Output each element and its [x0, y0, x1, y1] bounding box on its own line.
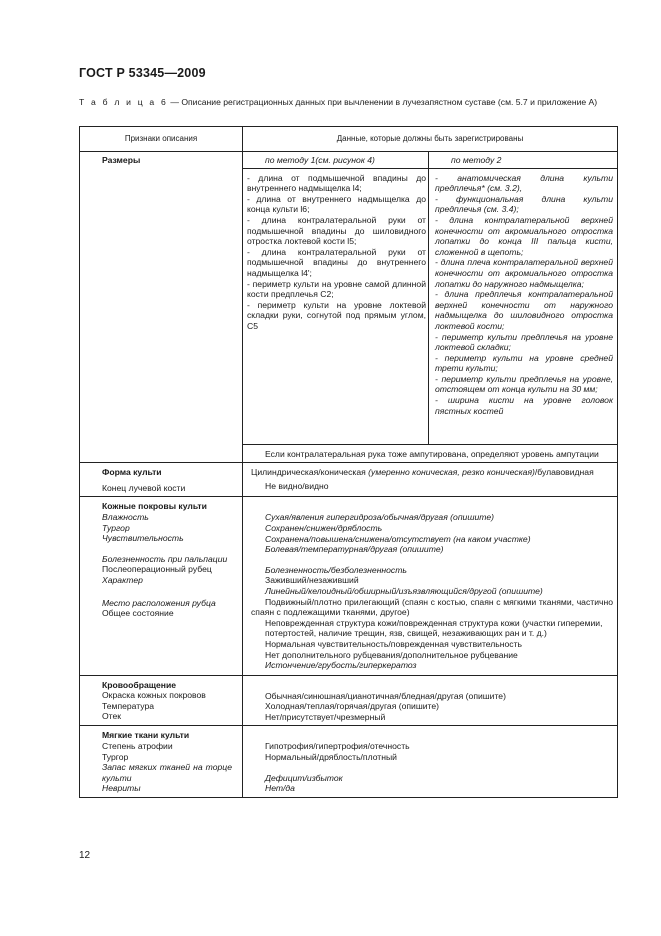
circulation-value: Нет/присутствует/чрезмерный	[265, 711, 386, 722]
circulation-values	[243, 675, 618, 726]
method2-item: - периметр культи предплечья на уровне локтевой складки;	[435, 331, 613, 353]
col1-header: Признаки описания	[80, 127, 243, 152]
method2-item: - анатомическая длина культи предплечья* (см. 3.2),	[435, 172, 613, 194]
skin-row	[80, 497, 618, 675]
soft-tissue-labels	[80, 726, 243, 798]
method1-item: - длина контралатеральной руки от подмышечной впадины до шиловидного отростка локтевой кости l5;	[247, 214, 426, 247]
soft-tissue-value: Дефицит/избыток	[265, 772, 343, 783]
skin-label: Влажность	[102, 511, 149, 522]
page-number: 12	[79, 850, 91, 861]
skin-labels	[80, 497, 243, 675]
table-caption	[79, 96, 619, 108]
skin-value: Заживший/незаживший	[265, 575, 359, 586]
skin-value: Болевая/температурная/другая (опишите)	[265, 544, 444, 555]
skin-value-text: Подвижный/плотно прилегающий (спаян с костью, спаян с мягкими тканями, частично спаян с подлежащими тканями, другое)	[251, 596, 613, 618]
sizes-title: Размеры	[80, 152, 243, 463]
bone-end-value: Не видно/видно	[265, 480, 329, 491]
method2-item: - длина плеча контралатеральной верхней конечности от акромиального отростка лопатки до наружного надмыщелка;	[435, 257, 613, 289]
skin-label: Послеоперационный рубец	[102, 564, 212, 575]
soft-tissue-title: Мягкие ткани культи	[102, 730, 190, 741]
skin-value: Линейный/келоидный/обширный/изъязвляющийся/другой (опишите)	[265, 585, 543, 596]
shape-values	[243, 463, 618, 497]
skin-title: Кожные покровы культи	[102, 501, 207, 512]
method1-item: - длина от внутреннего надмыщелка до конца культи l6;	[247, 193, 426, 215]
skin-values	[243, 497, 618, 675]
soft-tissue-value: Нет/да	[265, 783, 295, 794]
circulation-row	[80, 675, 618, 726]
method1-item: - длина контралатеральной руки от подмышечной впадины до внутреннего надмыщелка l4';	[247, 246, 426, 278]
skin-value: Нет дополнительного рубцевания/дополнительное рубцевание	[265, 649, 518, 660]
method1-item: - периметр культи на уровне локтевой складки руки, согнутой под прямым углом, C5	[247, 299, 426, 331]
soft-tissue-label: Запас мягких тканей на торце культи	[102, 762, 232, 783]
soft-tissue-values	[243, 726, 618, 798]
shape-row	[80, 463, 618, 497]
circulation-label: Температура	[102, 700, 155, 711]
shape-title: Форма культи	[102, 467, 162, 478]
document-header: ГОСТ Р 53345—2009	[79, 66, 206, 80]
soft-tissue-value: Нормальный/дряблость/плотный	[265, 752, 397, 763]
skin-label: Чувствительность	[102, 533, 184, 544]
circulation-label: Окраска кожных покровов	[102, 690, 206, 701]
sizes-note: Если контралатеральная рука тоже ампутирована, определяют уровень ампутации	[243, 444, 618, 463]
method1-item: - периметр культи на уровне самой длинной кости предплечья C2;	[247, 278, 426, 300]
soft-tissue-row	[80, 726, 618, 798]
sizes-title-row	[80, 152, 618, 169]
skin-label: Тургор	[102, 522, 130, 533]
skin-value: Сохранен/снижен/дряблость	[265, 522, 383, 533]
method2-item: - периметр культи предплечья на уровне, отстоящем от конца культи на 30 мм;	[435, 373, 613, 395]
skin-value: Сухая/явления гипергидроза/обычная/другая (опишите)	[265, 512, 495, 523]
method2-list	[429, 168, 618, 444]
circulation-label: Отек	[102, 711, 122, 722]
method2-item: - периметр культи на уровне средней трети культи;	[435, 352, 613, 374]
registration-table	[79, 126, 618, 798]
skin-value: Нормальная чувствительность/поврежденная чувствительность	[265, 638, 523, 649]
shape-sub-label: Конец лучевой кости	[102, 482, 186, 493]
soft-tissue-label: Невриты	[102, 783, 141, 794]
skin-value: Сохранена/повышена/снижена/отсутствует (на каком участке)	[265, 533, 531, 544]
skin-value: Истончение/грубость/гиперкератоз	[265, 660, 417, 671]
soft-tissue-label: Степень атрофии	[102, 741, 173, 752]
shape-labels	[80, 463, 243, 497]
shape-value-b: (умеренно коническая, резко коническая)	[368, 467, 535, 478]
method2-item: - функциональная длина культи предплечья (см. 3.4);	[435, 193, 613, 215]
shape-value-a: Цилиндрическая/коническая	[251, 467, 366, 478]
soft-tissue-value: Гипотрофия/гипертрофия/отечность	[265, 741, 410, 752]
caption-text: — Описание регистрационных данных при вычленении в лучезапястном суставе (см. 5.7 и приложение А)	[167, 97, 598, 107]
soft-tissue-label: Тургор	[102, 751, 129, 762]
method2-item: - ширина кисти на уровне головок пястных костей	[435, 395, 613, 416]
skin-label: Место расположения рубца	[102, 597, 216, 608]
method1-title: по методу 1(см. рисунок 4)	[243, 152, 429, 169]
method2-item: - длина контралатеральной верхней конечности от акромиального отростка лопатки до конца III пальца кисти, сложенной в щепоть;	[435, 214, 613, 257]
skin-value: Болезненность/безболезненность	[265, 564, 407, 575]
circulation-value: Холодная/теплая/горячая/другая (опишите)	[265, 701, 440, 712]
table-header-row	[80, 127, 618, 152]
shape-value-c: /булавовидная	[534, 467, 594, 478]
method1-item: - длина от подмышечной впадины до внутреннего надмыщелка l4;	[247, 172, 426, 194]
method2-item: - длина предплечья контралатеральной верхней конечности от наружного надмыщелка до шиловидного отростка локтевой кости;	[435, 289, 613, 331]
method1-list	[243, 168, 429, 444]
skin-label: Болезненность при пальпации	[102, 553, 228, 564]
caption-label: Т а б л и ц а 6	[79, 97, 168, 107]
skin-label: Характер	[102, 574, 143, 585]
shape-value	[251, 467, 613, 478]
skin-value	[251, 597, 613, 618]
circulation-value: Обычная/синюшная/цианотичная/бледная/другая (опишите)	[265, 690, 506, 701]
circulation-title: Кровообращение	[102, 679, 177, 690]
col2-header: Данные, которые должны быть зарегистрированы	[243, 127, 618, 152]
method2-title: по методу 2	[429, 152, 618, 169]
skin-label: Общее состояние	[102, 608, 174, 619]
skin-value: Неповрежденная структура кожи/поврежденная структура кожи (участки гиперемии, потертостей, наличие трещин, язв, свищей, незаживающих ран и т. д.)	[265, 617, 603, 639]
circulation-labels	[80, 675, 243, 726]
